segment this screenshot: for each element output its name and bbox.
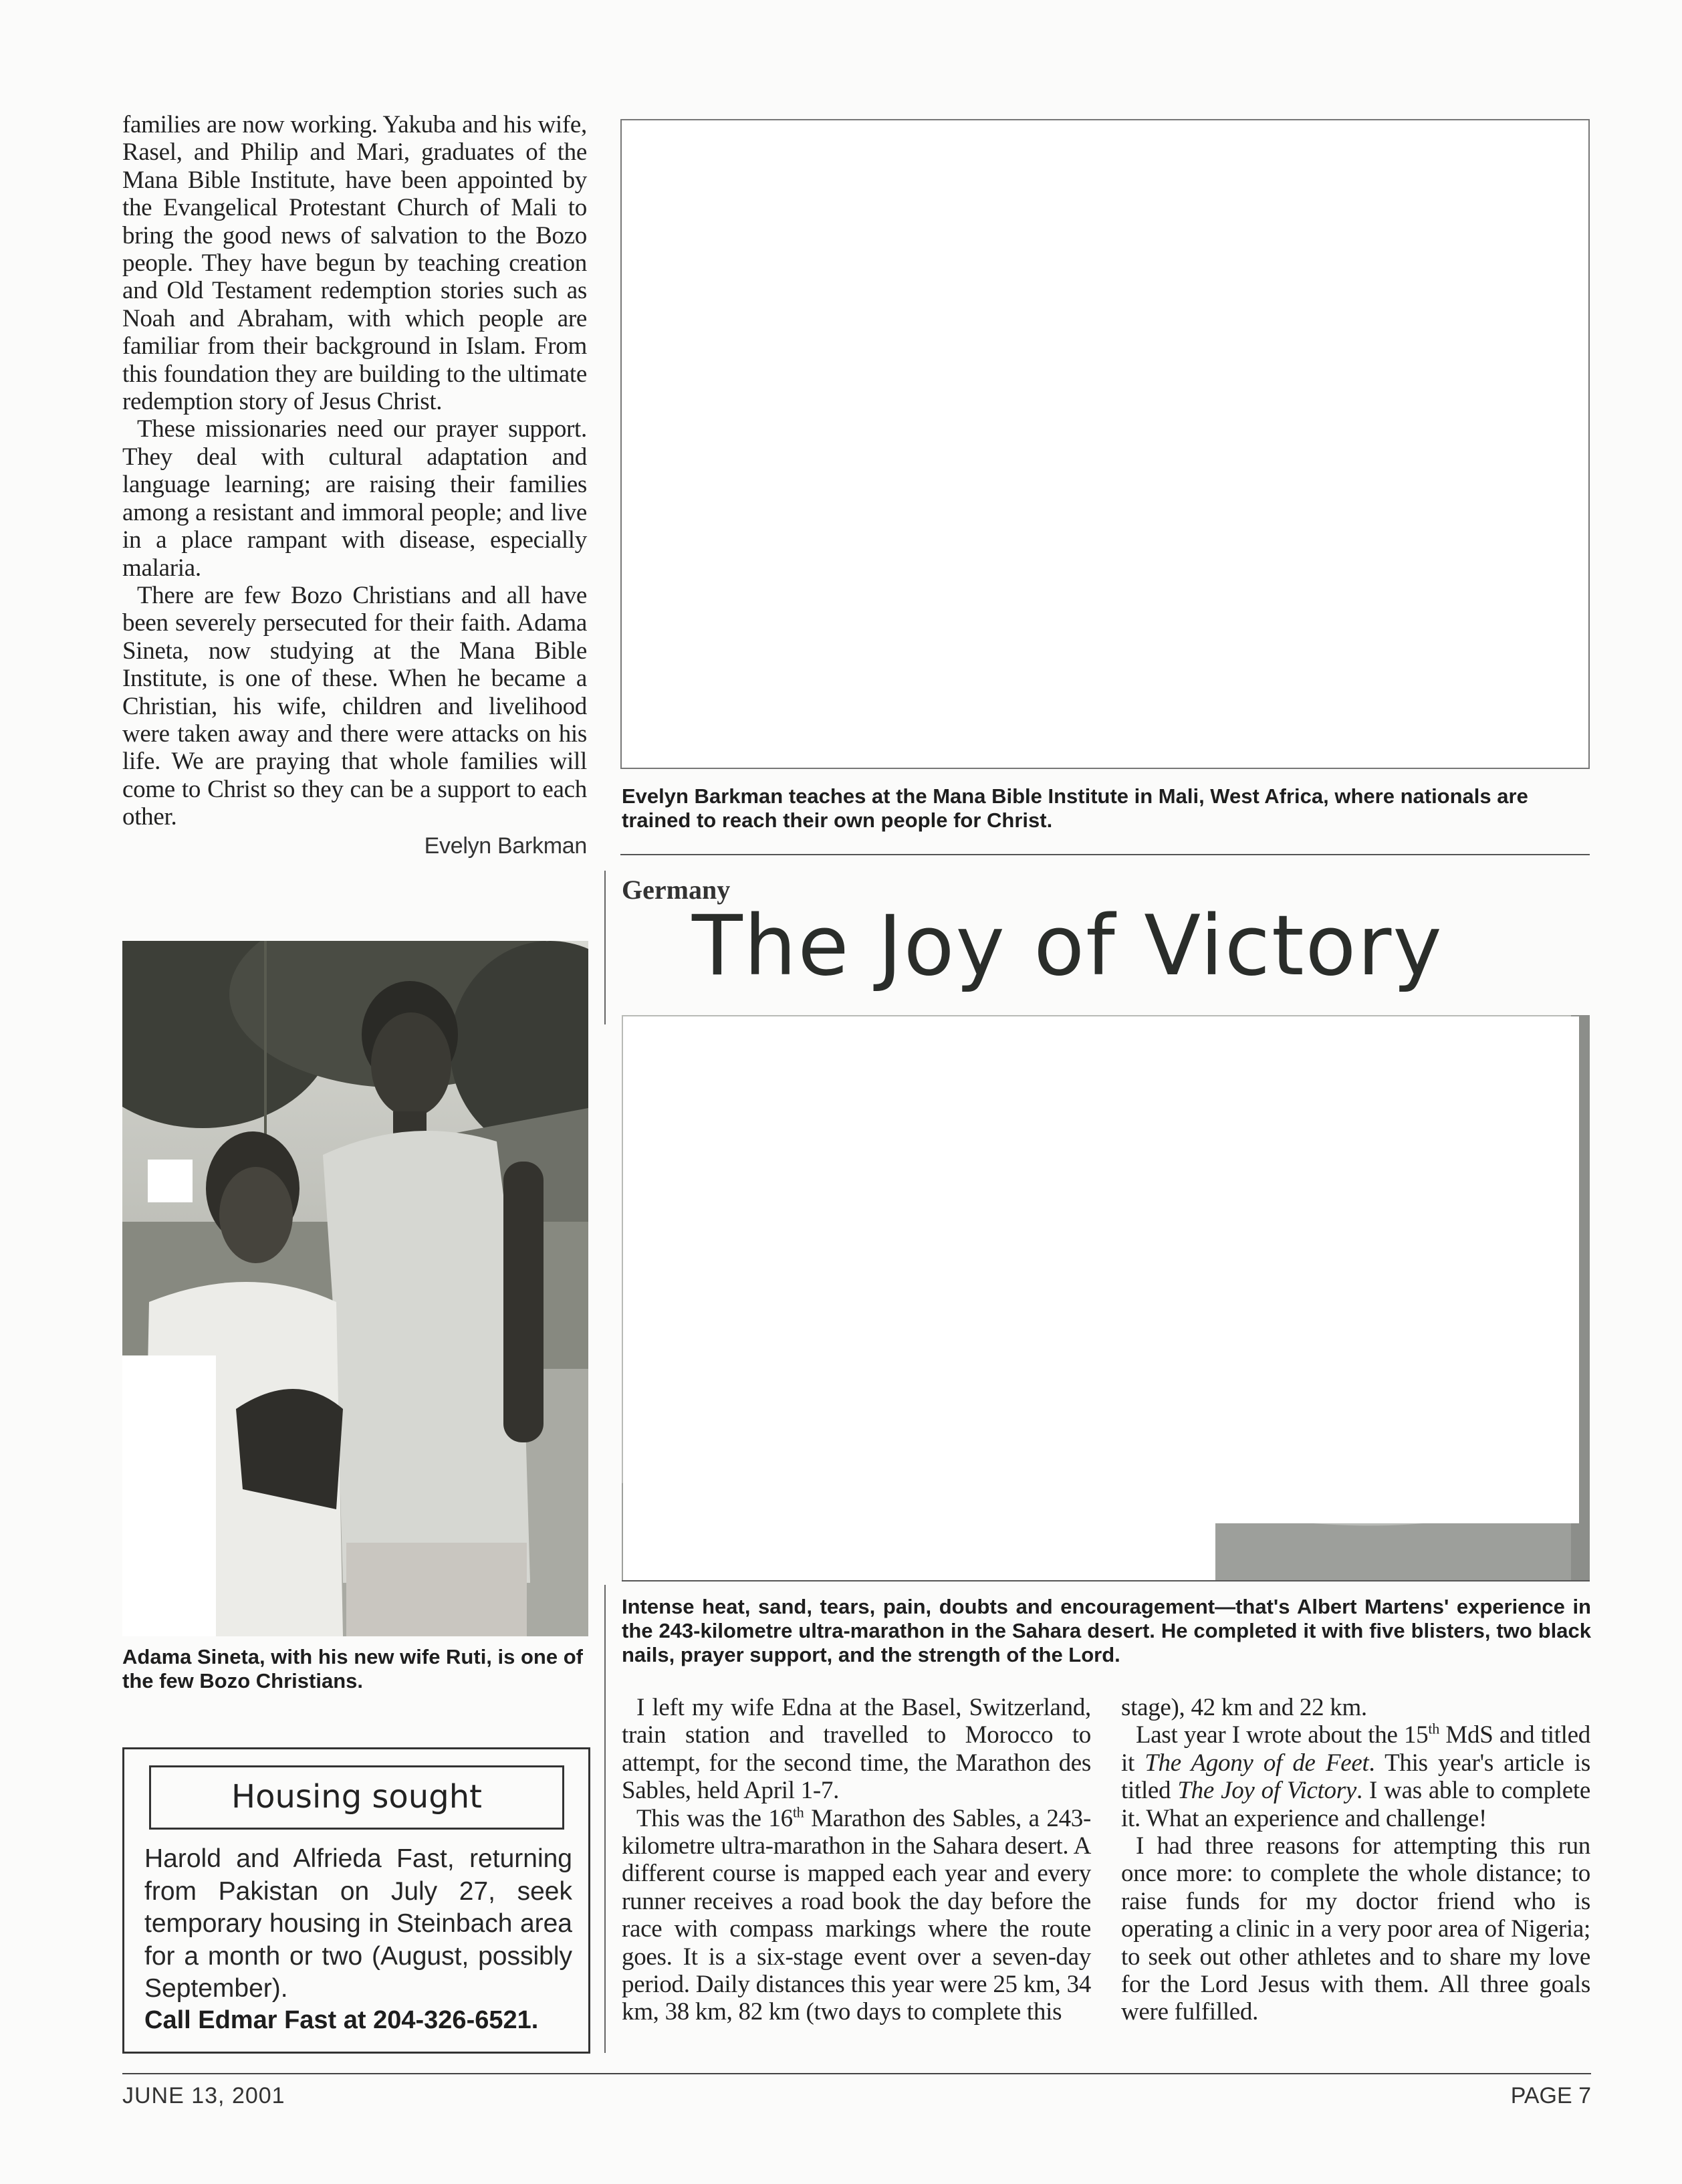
germany-text-run: This was the 16 xyxy=(636,1804,793,1832)
housing-title-frame xyxy=(149,1765,564,1830)
evelyn-photo-caption: Evelyn Barkman teaches at the Mana Bible Institute in Mali, West Africa, where nationals are trained to reach their own people for Christ. xyxy=(622,784,1528,832)
footer-page-number: PAGE 7 xyxy=(1510,2083,1591,2108)
adama-ruti-photo xyxy=(122,941,588,1636)
germany-text-run: MdS and titled it xyxy=(1121,1721,1590,1777)
germany-kicker: Germany xyxy=(622,875,731,905)
left-article-body xyxy=(122,111,587,860)
footer-rule xyxy=(122,2073,1591,2074)
germany-column-2 xyxy=(1121,1694,1590,2026)
column-divider xyxy=(604,871,606,1024)
housing-sought-box xyxy=(122,1747,590,2054)
photo-bottom-rule xyxy=(622,1580,1590,1581)
germany-text-run: . This year's article is titled xyxy=(1121,1749,1590,1805)
left-article-paragraph: There are few Bozo Christians and all have been severely persecuted for their faith. Adama Sineta, now studying at the Mana Bible Institute, is one of these. When he became a Christian, his wife, children and livelihood were taken away and there were attacks on his life. We are praying that whole families will come to Christ so they can be a support to each other. xyxy=(122,581,587,831)
germany-text-run: . I was able to complete it. What an experience and challenge! xyxy=(1121,1777,1590,1832)
photo-illustration xyxy=(122,941,588,1636)
sand-dunes-illustration xyxy=(622,1015,1590,1580)
column-divider-lower xyxy=(604,1585,606,2053)
germany-paragraph xyxy=(622,1805,1091,2026)
footer-date: JUNE 13, 2001 xyxy=(122,2083,285,2108)
germany-headline: The Joy of Victory xyxy=(692,898,1443,994)
ordinal-suffix: th xyxy=(792,1804,804,1821)
evelyn-teaching-photo xyxy=(620,119,1590,769)
ordinal-suffix: th xyxy=(1428,1721,1440,1738)
housing-title: Housing sought xyxy=(231,1778,482,1816)
marathon-photo-caption: Intense heat, sand, tears, pain, doubts and encouragement—that's Albert Martens' experience in the 243-kilometre ultra-marathon in the Sahara desert. He completed it with five blisters, two black nails, prayer support, and the strength of the Lord. xyxy=(622,1595,1591,1666)
germany-paragraph: stage), 42 km and 22 km. xyxy=(1121,1694,1367,1721)
left-article-byline: Evelyn Barkman xyxy=(424,833,587,859)
left-article-paragraph: These missionaries need our prayer support. They deal with cultural adaptation and language learning; are raising their families among a resistant and immoral people; and live in a place rampant with disease, especially malaria. xyxy=(122,415,587,582)
germany-column-1 xyxy=(622,1694,1091,2026)
germany-text-run: Marathon des Sables, a 243-kilometre ultra-marathon in the Sahara desert. A different course is mapped each year and every runner receives a road book the day before the race with compass markings where the route goes. It is a six-stage event over a seven-day period. Daily distances this year were 25 km, 34 km, 38 km, 82 km (two days to complete this xyxy=(622,1804,1091,2026)
housing-body: Harold and Alfrieda Fast, returning from Pakistan on July 27, seek temporary housing in Steinbach area for a month or two (August, possibly September). xyxy=(144,1844,572,2003)
germany-paragraph xyxy=(1121,1721,1590,1832)
housing-call: Call Edmar Fast at 204-326-6521. xyxy=(144,2006,539,2034)
left-article-paragraph: families are now working. Yakuba and his wife, Rasel, and Philip and Mari, graduates of the Mana Bible Institute, have been appointed by the Evangelical Protestant Church of Mali to bring the good news of salvation to the Bozo people. They have begun by teaching creation and Old Testament redemption stories such as Noah and Abraham, with which people are familiar from their background in Islam. From this foundation they are building to the ultimate redemption story of Jesus Christ. xyxy=(122,111,587,416)
article-title-reference: The Agony of de Feet xyxy=(1145,1749,1369,1777)
section-rule xyxy=(620,854,1590,855)
adama-photo-caption: Adama Sineta, with his new wife Ruti, is one of the few Bozo Christians. xyxy=(122,1645,583,1692)
germany-paragraph: I left my wife Edna at the Basel, Switzerland, train station and travelled to Morocco to attempt, for the second time, the Marathon des Sables, held April 1-7. xyxy=(622,1694,1091,1805)
marathon-photo xyxy=(622,1015,1590,1580)
germany-paragraph: I had three reasons for attempting this run once more: to complete the whole distance; to raise funds for my doctor friend who is operating a clinic in a very poor area of Nigeria; to seek out other athletes and to share my love for the Lord Jesus with them. All three goals were fulfilled. xyxy=(1121,1832,1590,2026)
article-title-reference: The Joy of Victory xyxy=(1177,1777,1356,1805)
germany-text-run: Last year I wrote about the 15 xyxy=(1136,1721,1429,1749)
